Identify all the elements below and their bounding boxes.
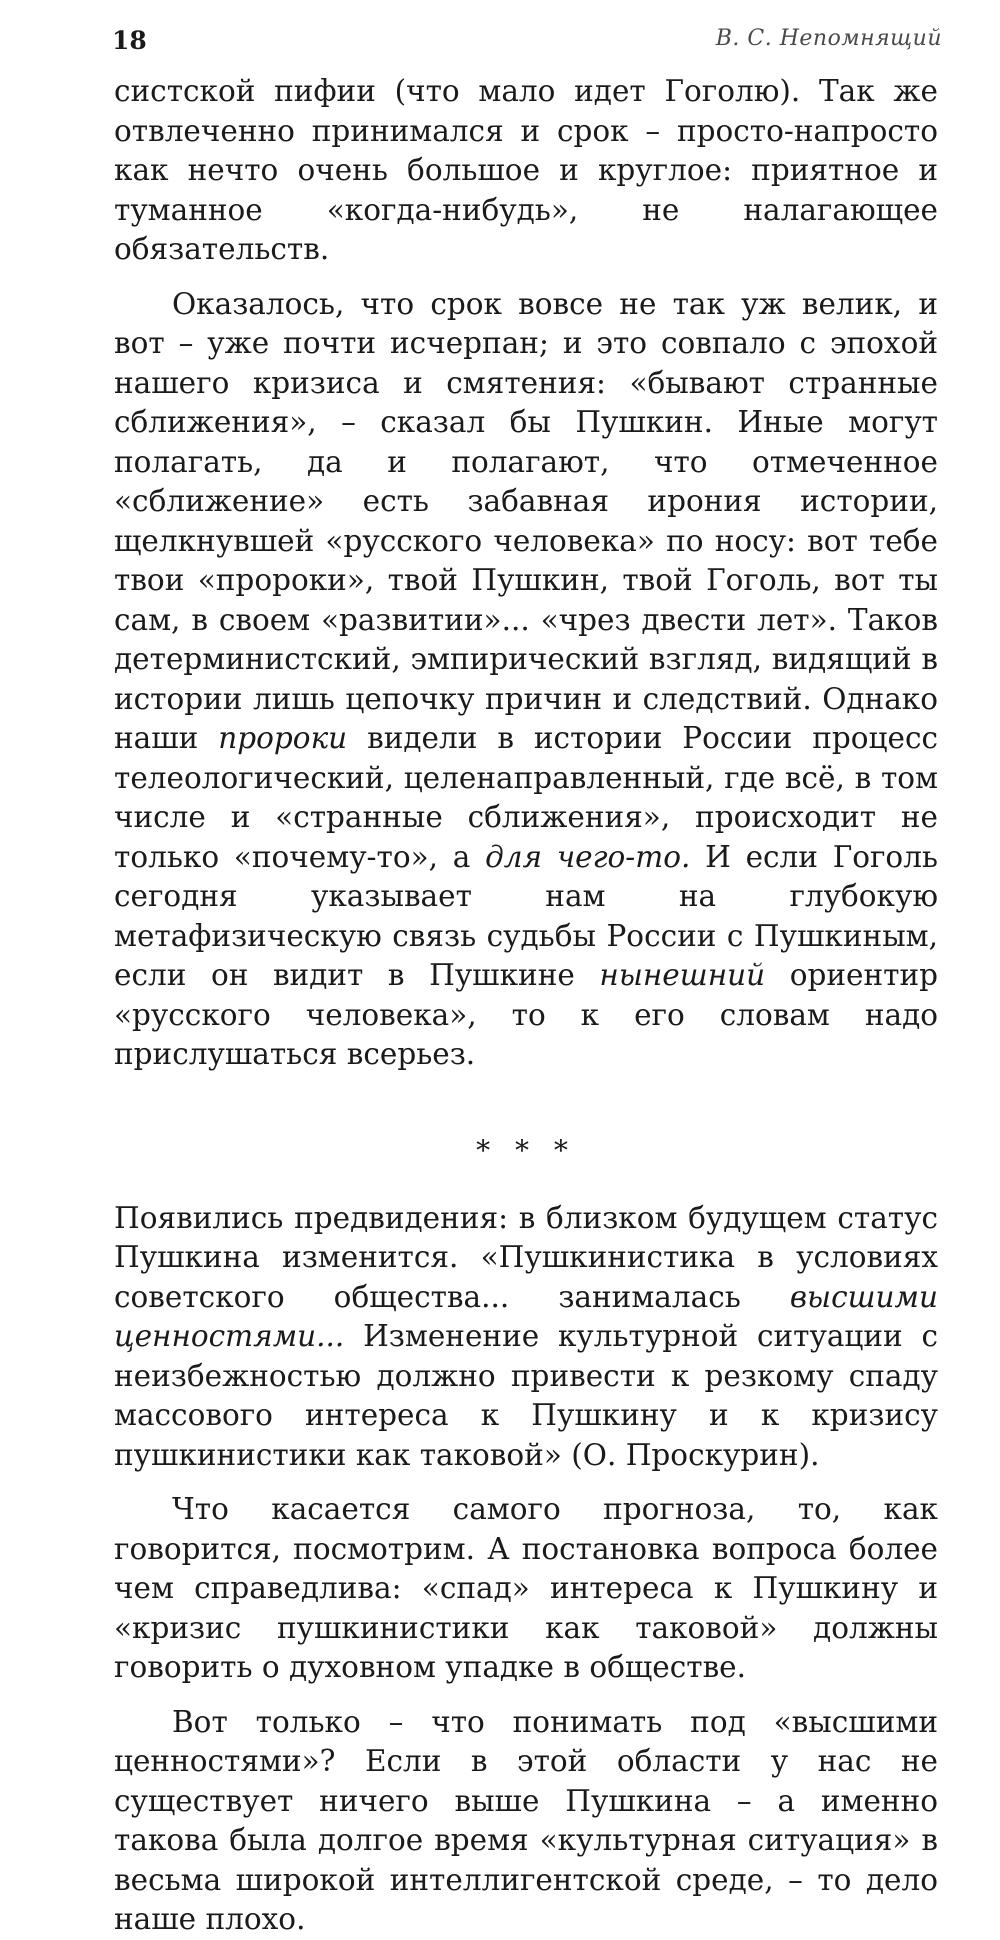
body-text: [114, 72, 938, 1940]
paragraph-3-text-a: Появились предвидения: в близком будущем статус Пушкина изменится. «Пушкинистика в условиях советского общества... занималась: [114, 1200, 938, 1314]
page-number: 18: [112, 26, 147, 55]
paragraph-2-text-d: ориентир «русского человека», то к его словам надо прислушаться всерьез.: [114, 958, 939, 1071]
paragraph-1-text: систской пифии (что мало идет Гоголю). Так же отвлеченно принимался и срок – просто-напросто как нечто очень большое и круглое: приятное и туманное «когда-нибудь», не налагающее обязательств.: [114, 74, 938, 266]
paragraph-2-text-b: видели в истории России процесс телеологический, целенаправленный, где всё, в том числе и «странные сближения», происходит не только «почему-то», а: [114, 721, 939, 874]
paragraph-2-italic-prophets: пророки: [218, 721, 348, 755]
paragraph-2-text-c: И если Гоголь сегодня указывает нам на глубокую метафизическую связь судьбы России с Пушкиным, если он видит в Пушкине: [114, 839, 938, 992]
paragraph-2: [114, 285, 938, 1075]
paragraph-4: [114, 1490, 938, 1688]
paragraph-4-text: Что касается самого прогноза, то, как говорится, посмотрим. А постановка вопроса более чем справедлива: «спад» интереса к Пушкину и «кризис пушкинистики как таковой» должны говорить о духовном упадке в обществе.: [114, 1492, 938, 1684]
paragraph-2-italic-current: нынешний: [599, 958, 766, 992]
paragraph-3-text-b: Изменение культурной ситуации с неизбежностью должно привести к резкому спаду массового интереса к Пушкину и к кризису пушкинистики как таковой» (О. Проскурин).: [114, 1319, 938, 1472]
running-head-author: В. С. Непомнящий: [715, 26, 942, 51]
paragraph-3: [114, 1199, 938, 1476]
paragraph-5-text: Вот только – что понимать под «высшими ценностями»? Если в этой области у нас не существует ничего выше Пушкина – а именно такова была долгое время «культурная ситуация» в весьма широкой интеллигентской среде, – то дело наше плохо.: [114, 1704, 938, 1936]
paragraph-5: [114, 1703, 938, 1940]
paragraph-2-italic-purpose: для чего-то.: [485, 839, 691, 874]
paragraph-3-italic-values: высшими ценностями...: [114, 1279, 938, 1353]
paragraph-1: [114, 72, 938, 270]
paragraph-2-text-a: Оказалось, что срок вовсе не так уж велик, и вот – уже почти исчерпан; и это совпало с эпохой нашего кризиса и смятения: «бывают странные сближения», – сказал бы Пушкин. Иные могут полагать, да и полагают, что отмеченное «сближение» есть забавная ирония истории, щелкнувшей «русского человека» по носу: вот тебе твои «пророки», твой Пушкин, твой Гоголь, вот ты сам, в своем «развитии»... «чрез двести лет». Таков детерминистский, эмпирический взгляд, видящий в истории лишь цепочку причин и следствий. Однако наши: [114, 286, 938, 755]
section-separator: * * *: [476, 1133, 576, 1167]
running-head: [112, 26, 942, 66]
